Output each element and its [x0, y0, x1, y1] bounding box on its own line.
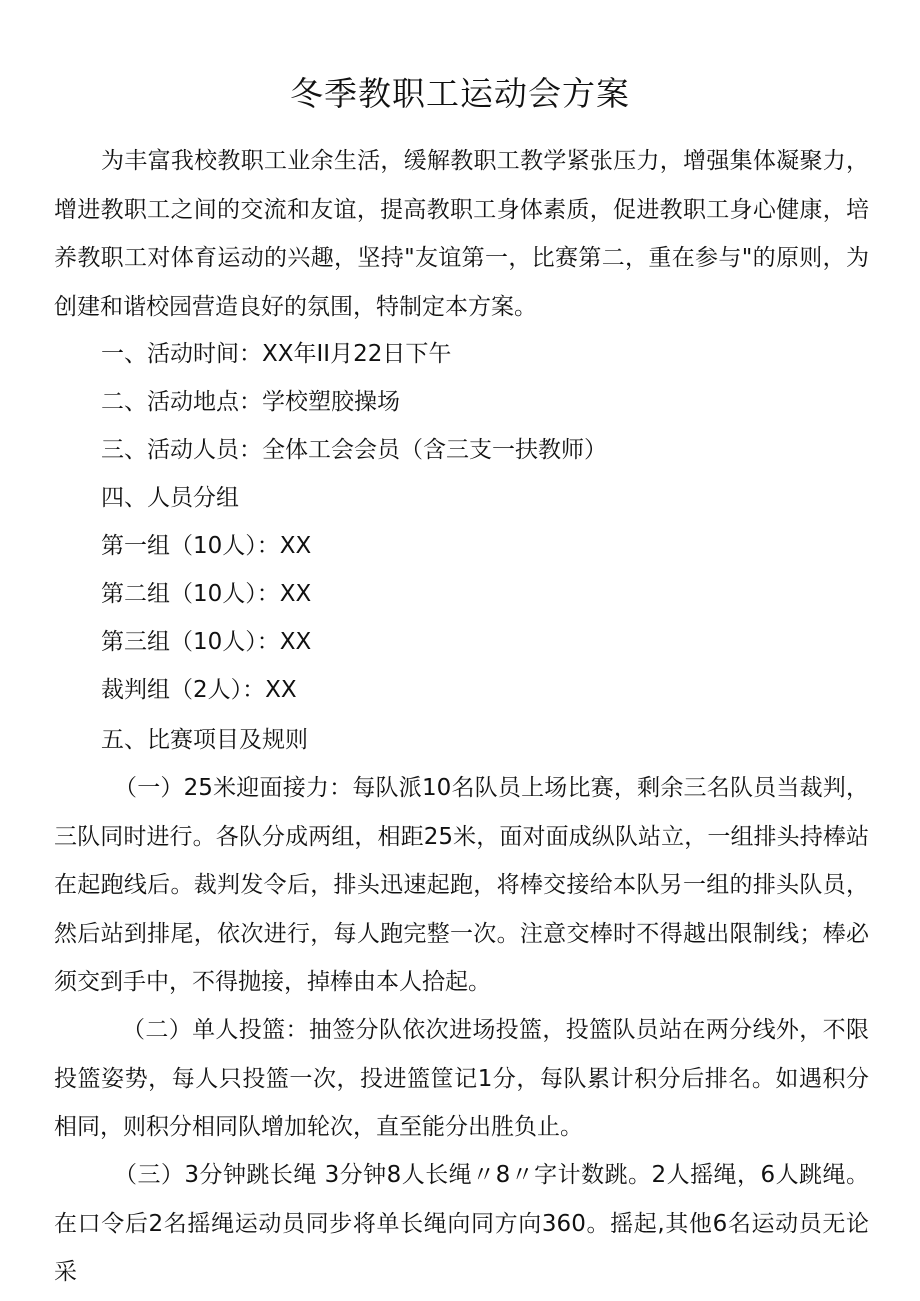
group-one: 第一组（10人）：XX [101, 533, 312, 559]
rule-long-rope: （三）3分钟跳长绳 3分钟8人长绳〃8〃字计数跳。2人摇绳，6人跳绳。在口令后2名摇绳运动员同步将单长绳向同方向360。摇起,其他6名运动员无论采 [54, 1162, 869, 1286]
document-title: 冬季教职工运动会方案 [290, 74, 630, 113]
rule-shooting: （二）单人投篮：抽签分队依次进场投篮，投篮队员站在两分线外，不限投篮姿势，每人只投篮一次，投进篮筐记1分，每队累计积分后排名。如遇积分相同，则积分相同队增加轮次，直至能分出胜负止。 [54, 1017, 869, 1141]
rule-relay: （一）25米迎面接力：每队派10名队员上场比赛，剩余三名队员当裁判，三队同时进行。各队分成两组，相距25米，面对面成纵队站立，一组排头持棒站在起跑线后。裁判发令后，排头迅速起跑，将棒交接给本队另一组的排头队员，然后站到排尾，依次进行，每人跑完整一次。注意交棒时不得越出限制线；棒必须交到手中，不得抛接，掉棒由本人拾起。 [54, 775, 869, 996]
group-referee: 裁判组（2人）：XX [101, 677, 297, 703]
section-activity-time: 一、活动时间：XX年II月22日下午 [101, 341, 452, 367]
rules-heading: 五、比赛项目及规则 [101, 727, 308, 753]
group-three: 第三组（10人）：XX [101, 629, 312, 655]
section-participants: 三、活动人员：全体工会会员（含三支一扶教师） [101, 437, 607, 463]
section-activity-location: 二、活动地点：学校塑胶操场 [101, 389, 400, 415]
section-grouping: 四、人员分组 [101, 485, 239, 511]
intro-paragraph: 为丰富我校教职工业余生活，缓解教职工教学紧张压力，增强集体凝聚力，增进教职工之间的交流和友谊，提高教职工身体素质，促进教职工身心健康，培养教职工对体育运动的兴趣，坚持"友谊第一，比赛第二，重在参与"的原则，为创建和谐校园营造良好的氛围，特制定本方案。 [54, 148, 869, 320]
group-two: 第二组（10人）：XX [101, 581, 312, 607]
